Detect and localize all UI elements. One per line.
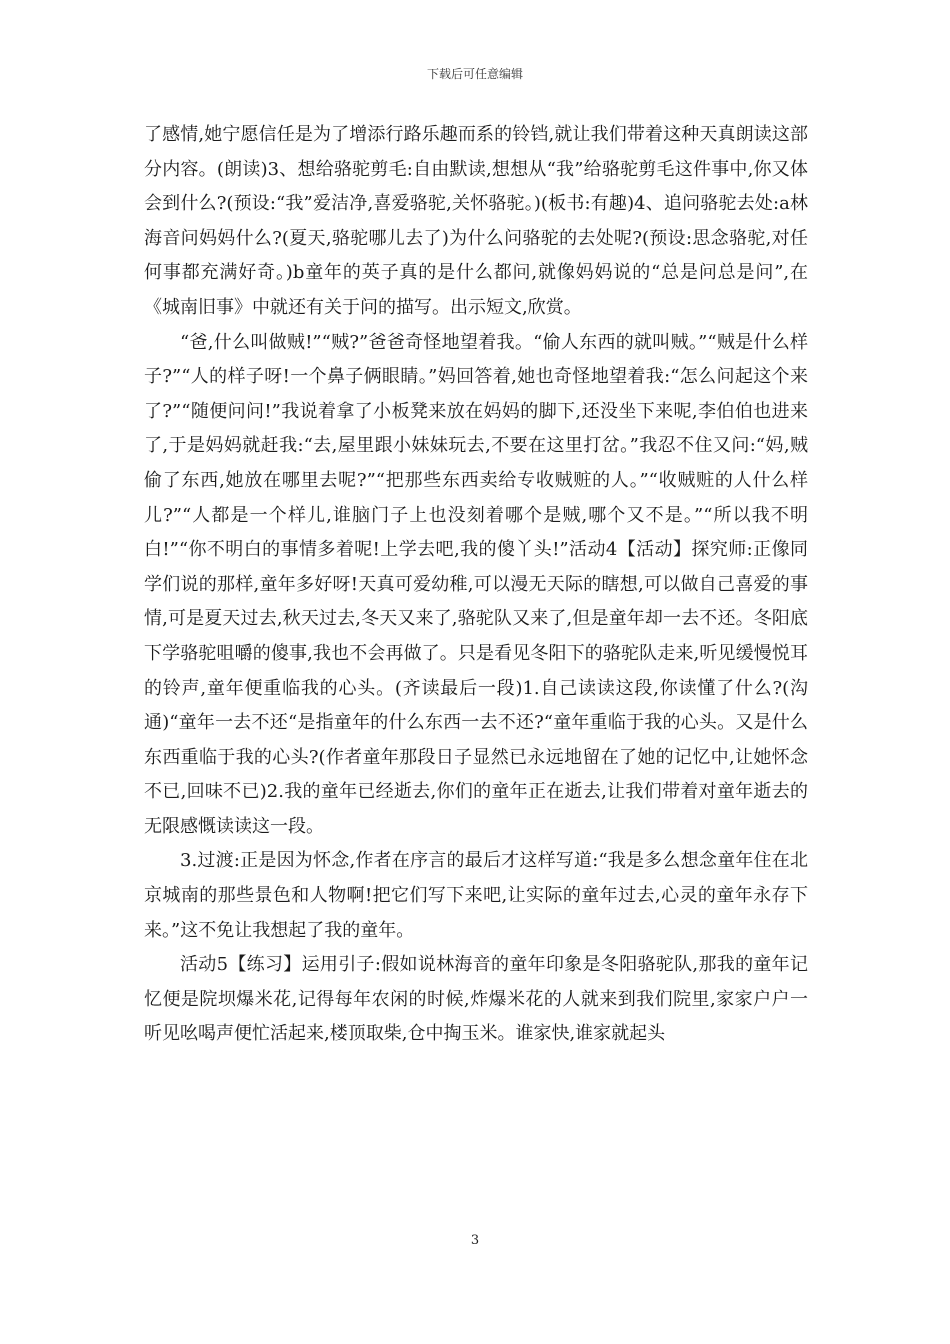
document-body: [144, 118, 808, 1052]
paragraph-1: 了感情,她宁愿信任是为了增添行路乐趣而系的铃铛,就让我们带着这种天真朗读这部分内容。(朗读)3、想给骆驼剪毛:自由默读,想想从“我”给骆驼剪毛这件事中,你又体会到什么?(预设:“我”爱洁净,喜爱骆驼,关怀骆驼。)(板书:有趣)4、追问骆驼去处:a林海音问妈妈什么?(夏天,骆驼哪儿去了)为什么问骆驼的去处呢?(预设:思念骆驼,对任何事都充满好奇。)b童年的英子真的是什么都问,就像妈妈说的“总是问总是问”,在《城南旧事》中就还有关于问的描写。出示短文,欣赏。: [144, 124, 808, 318]
paragraph-3: 3.过渡:正是因为怀念,作者在序言的最后才这样写道:“我是多么想念童年住在北京城南的那些景色和人物啊!把它们写下来吧,让实际的童年过去,心灵的童年永存下来。”这不免让我想起了我的童年。: [144, 850, 808, 941]
paragraph-4: 活动5【练习】运用引子:假如说林海音的童年印象是冬阳骆驼队,那我的童年记忆便是院坝爆米花,记得每年农闲的时候,炸爆米花的人就来到我们院里,家家户户一听见吆喝声便忙活起来,楼顶取柴,仓中掏玉米。谁家快,谁家就起头: [144, 954, 808, 1045]
paragraph-2: “爸,什么叫做贼!”“贼?”爸爸奇怪地望着我。“偷人东西的就叫贼。”“贼是什么样子?”“人的样子呀!一个鼻子俩眼睛。”妈回答着,她也奇怪地望着我:“怎么问起这个来了?”“随便问问!”我说着拿了小板凳来放在妈妈的脚下,还没坐下来呢,李伯伯也进来了,于是妈妈就赶我:“去,屋里跟小妹妹玩去,不要在这里打岔。”我忍不住又问:“妈,贼偷了东西,她放在哪里去呢?”“把那些东西卖给专收贼赃的人。”“收贼赃的人什么样儿?”“人都是一个样儿,谁脑门子上也没刻着哪个是贼,哪个又不是。”“所以我不明白!”“你不明白的事情多着呢!上学去吧,我的傻丫头!”活动4【活动】探究师:正像同学们说的那样,童年多好呀!天真可爱幼稚,可以漫无天际的瞎想,可以做自己喜爱的事情,可是夏天过去,秋天过去,冬天又来了,骆驼队又来了,但是童年却一去不还。冬阳底下学骆驼咀嚼的傻事,我也不会再做了。只是看见冬阳下的骆驼队走来,听见缓慢悦耳的铃声,童年便重临我的心头。(齐读最后一段)1.自己读读这段,你读懂了什么?(沟通)“童年一去不还“是指童年的什么东西一去不还?“童年重临于我的心头。又是什么东西重临于我的心头?(作者童年那段日子显然已永远地留在了她的记忆中,让她怀念不已,回味不已)2.我的童年已经逝去,你们的童年正在逝去,让我们带着对童年逝去的无限感慨读读这一段。: [144, 331, 808, 837]
page-number: 3: [470, 1233, 480, 1248]
page-header: 下载后可任意编辑: [426, 67, 523, 81]
